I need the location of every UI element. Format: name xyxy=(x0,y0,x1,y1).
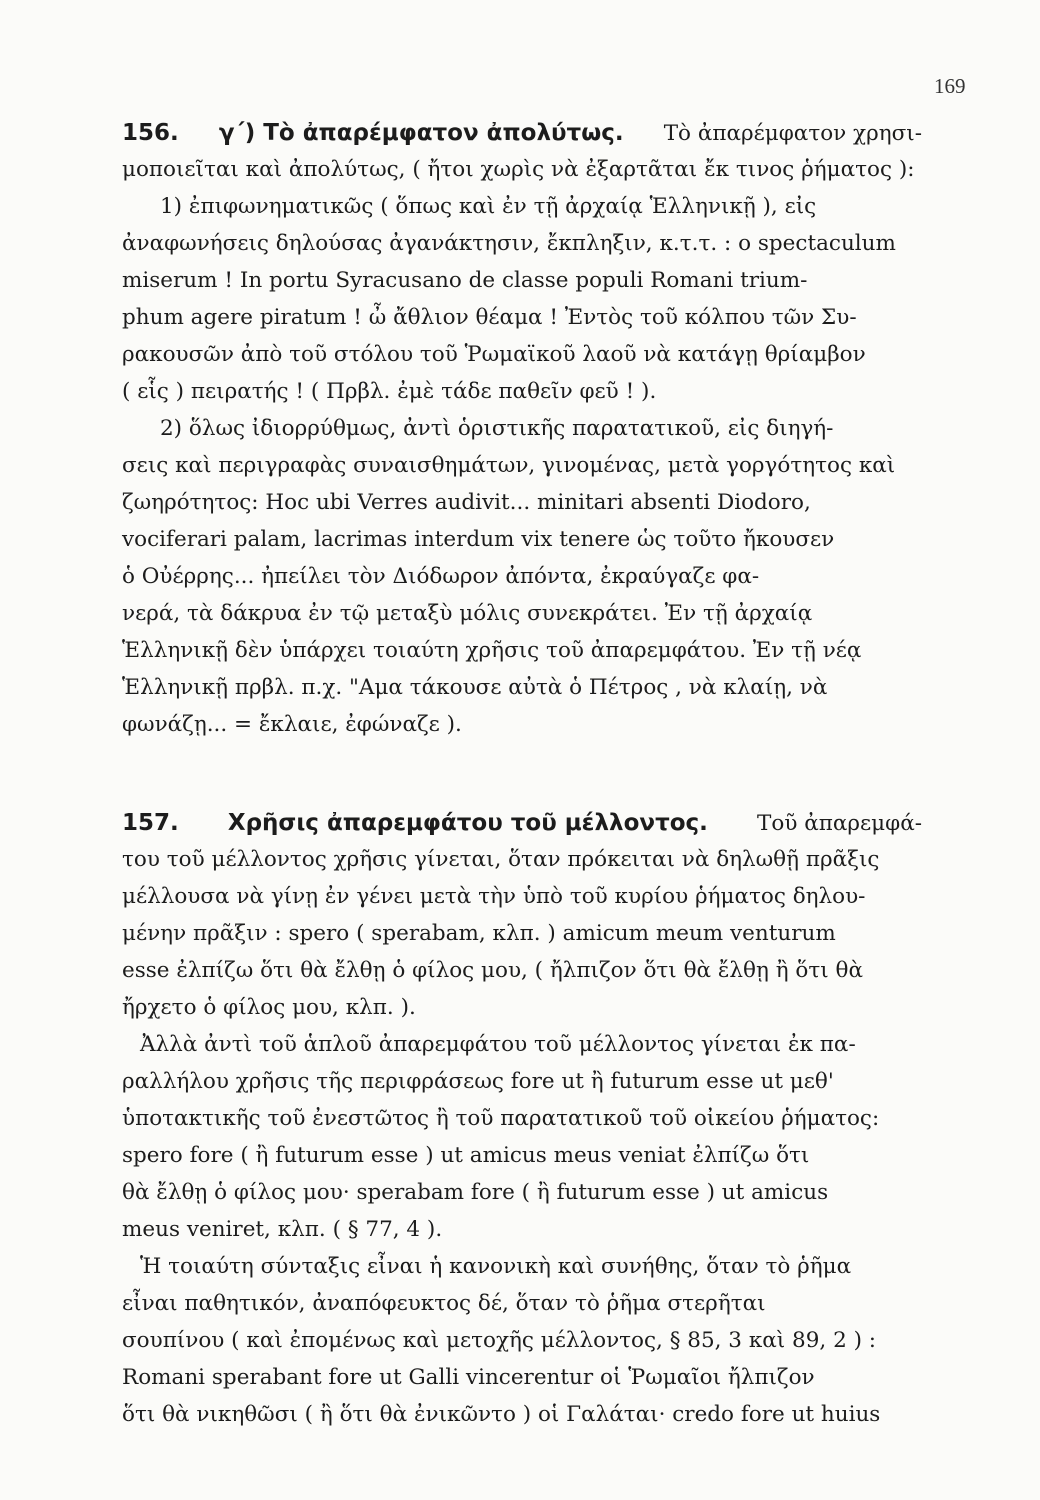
text-line: spero fore ( ἢ futurum esse ) ut amicus meus veniat ἐλπίζω ὅτι xyxy=(122,1143,810,1168)
text-line: 2) ὅλως ἰδιορρύθμως, ἀντὶ ὁριστικῆς παρατατικοῦ, εἰς διηγή- xyxy=(160,416,834,441)
page-number: 169 xyxy=(934,74,966,98)
section-156-heading-line xyxy=(122,120,922,146)
section-157-heading-line xyxy=(122,810,922,836)
text-line: 1) ἐπιφωνηματικῶς ( ὅπως καὶ ἐν τῇ ἀρχαίᾳ Ἑλληνικῇ ), εἰς xyxy=(160,194,817,219)
text-line: phum agere piratum ! ὦ ἄθλιον θέαμα ! Ἐντὸς τοῦ κόλπου τῶν Συ- xyxy=(122,305,857,330)
text-line: Romani sperabant fore ut Galli vincerentur οἱ Ῥωμαῖοι ἤλπιζον xyxy=(122,1365,815,1390)
text-line: Ἑλληνικῇ πρβλ. π.χ. "Αμα τάκουσε αὐτὰ ὁ Πέτρος , νὰ κλαίῃ, νὰ xyxy=(122,675,828,700)
text-line: meus veniret, κλπ. ( § 77, 4 ). xyxy=(122,1217,443,1242)
text-line: miserum ! In portu Syracusano de classe populi Romani trium- xyxy=(122,268,808,293)
text-line: νερά, τὰ δάκρυα ἐν τῷ μεταξὺ μόλις συνεκράτει. Ἐν τῇ ἀρχαίᾳ xyxy=(122,601,813,626)
text-line: Τοῦ ἀπαρεμφά- xyxy=(757,811,922,836)
section-number: 156. xyxy=(122,120,179,146)
text-line: σουπίνου ( καὶ ἐπομένως καὶ μετοχῆς μέλλοντος, § 85, 3 καὶ 89, 2 ) : xyxy=(122,1328,877,1353)
text-line: φωνάζῃ... = ἔκλαιε, ἐφώναζε ). xyxy=(122,712,462,737)
text-line: ὑποτακτικῆς τοῦ ἐνεστῶτος ἢ τοῦ παρατατικοῦ τοῦ οἰκείου ῥήματος: xyxy=(122,1106,880,1131)
text-line: vociferari palam, lacrimas interdum vix tenere ὡς τοῦτο ἤκουσεν xyxy=(122,527,835,552)
text-line: μένην πρᾶξιν : spero ( sperabam, κλπ. ) amicum meum venturum xyxy=(122,921,836,946)
text-line: Ἀλλὰ ἀντὶ τοῦ ἁπλοῦ ἀπαρεμφάτου τοῦ μέλλοντος γίνεται ἐκ πα- xyxy=(140,1032,856,1057)
text-line: Τὸ ἀπαρέμφατον χρησι- xyxy=(663,121,922,146)
text-line: του τοῦ μέλλοντος χρῆσις γίνεται, ὅταν πρόκειται νὰ δηλωθῇ πρᾶξις xyxy=(122,847,880,872)
section-title: γ΄) Τὸ ἀπαρέμφατον ἀπολύτως. xyxy=(218,120,624,146)
text-line: ὁ Οὐέρρης... ἠπείλει τὸν Διόδωρον ἀπόντα, ἐκραύγαζε φα- xyxy=(122,564,760,589)
text-line: Ἑλληνικῇ δὲν ὑπάρχει τοιαύτη χρῆσις τοῦ ἀπαρεμφάτου. Ἐν τῇ νέᾳ xyxy=(122,638,862,663)
text-line: μοποιεῖται καὶ ἀπολύτως, ( ἤτοι χωρὶς νὰ ἐξαρτᾶται ἔκ τινος ῥήματος ): xyxy=(122,157,915,182)
text-line: ζωηρότητος: Hoc ubi Verres audivit... minitari absenti Diodoro, xyxy=(122,490,811,515)
text-line: ραλλήλου χρῆσις τῆς περιφράσεως fore ut ἢ futurum esse ut μεθ' xyxy=(122,1069,834,1094)
section-number: 157. xyxy=(122,810,179,836)
text-line: εἶναι παθητικόν, ἀναπόφευκτος δέ, ὅταν τὸ ῥῆμα στερῆται xyxy=(122,1291,766,1316)
text-line: μέλλουσα νὰ γίνῃ ἐν γένει μετὰ τὴν ὑπὸ τοῦ κυρίου ῥήματος δηλου- xyxy=(122,884,866,909)
text-line: esse ἐλπίζω ὅτι θὰ ἔλθῃ ὁ φίλος μου, ( ἤλπιζον ὅτι θὰ ἔλθῃ ἢ ὅτι θὰ xyxy=(122,958,863,983)
text-line: ρακουσῶν ἀπὸ τοῦ στόλου τοῦ Ῥωμαϊκοῦ λαοῦ νὰ κατάγῃ θρίαμβον xyxy=(122,342,866,367)
text-line: σεις καὶ περιγραφὰς συναισθημάτων, γινομένας, μετὰ γοργότητος καὶ xyxy=(122,453,896,478)
text-line: ἀναφωνήσεις δηλούσας ἀγανάκτησιν, ἔκπληξιν, κ.τ.τ. : o spectaculum xyxy=(122,231,896,256)
text-line: Ἡ τοιαύτη σύνταξις εἶναι ἡ κανονικὴ καὶ συνήθης, ὅταν τὸ ῥῆμα xyxy=(140,1254,852,1279)
text-line: ὅτι θὰ νικηθῶσι ( ἢ ὅτι θὰ ἐνικῶντο ) οἱ Γαλάται· credo fore ut huius xyxy=(122,1402,881,1427)
text-line: ἤρχετο ὁ φίλος μου, κλπ. ). xyxy=(122,995,416,1020)
section-title: Χρῆσις ἀπαρεμφάτου τοῦ μέλλοντος. xyxy=(227,810,708,836)
text-line: ( εἷς ) πειρατής ! ( Πρβλ. ἐμὲ τάδε παθεῖν φεῦ ! ). xyxy=(122,379,657,404)
text-line: θὰ ἔλθῃ ὁ φίλος μου· sperabam fore ( ἢ futurum esse ) ut amicus xyxy=(122,1180,829,1205)
